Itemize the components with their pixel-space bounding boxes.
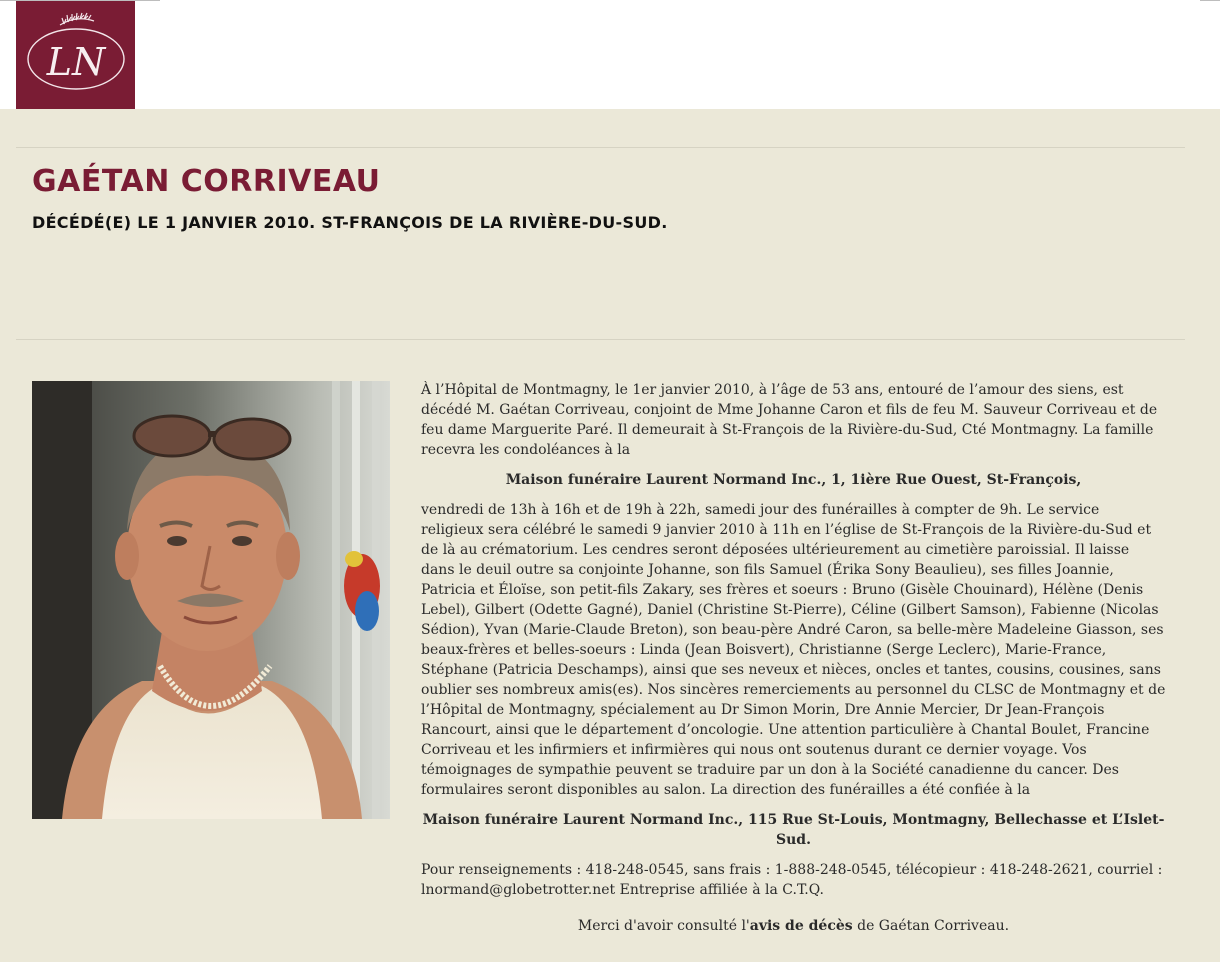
header-bottom-divider	[16, 339, 1185, 340]
obituary-text	[421, 380, 1166, 946]
funeral-home-address-1: Maison funéraire Laurent Normand Inc., 1, 1ière Rue Ouest, St-François,	[505, 472, 1082, 488]
contact-info: Pour renseignements : 418-248-0545, sans frais : 1-888-248-0545, télécopieur : 418-248-2621, courriel : lnormand@globetrotter.net Entreprise affiliée à la C.T.Q.	[421, 862, 1163, 898]
obituary-paragraph-1: À l’Hôpital de Montmagny, le 1er janvier 2010, à l’âge de 53 ans, entouré de l’amour des siens, est décédé M. Gaétan Corriveau, conjoint de Mme Johanne Caron et fils de feu M. Sauveur Corriveau et de feu dame Marguerite Paré. Il demeurait à St-François de la Rivière-du-Sud, Cté Montmagny. La famille recevra les condoléances à la	[421, 382, 1158, 458]
obituary-paragraph-2: vendredi de 13h à 16h et de 19h à 22h, samedi jour des funérailles à compter de 9h. Le service religieux sera célébré le samedi 9 janvier 2010 à 11h en l’église de St-François de la Rivière-du-Sud et de là au crématorium. Les cendres seront déposées ultérieurement au cimetière paroissial. Il laisse dans le deuil outre sa conjointe Johanne, son fils Samuel (Érika Sony Beaulieu), ses filles Joannie, Patricia et Éloïse, son petit-fils Zakary, ses frères et soeurs : Bruno (Gisèle Chouinard), Hélène (Denis Lebel), Gilbert (Odette Gagné), Daniel (Christine St-Pierre), Céline (Gilbert Samson), Fabienne (Nicolas Sédion), Yvan (Marie-Claude Breton), son beau-père André Caron, sa belle-mère Madeleine Giasson, ses beaux-frères et belles-soeurs : Linda (Jean Boisvert), Christianne (Serge Leclerc), Marie-France, Stéphane (Patricia Deschamps), ainsi que ses neveux et nièces, oncles et tantes, cousins, cousines, sans oublier ses nombreux amis(es). Nos sincères remerciements au personnel du CLSC de Montmagny et de l’Hôpital de Montmagny, spécialement au Dr Simon Morin, Dre Annie Mercier, Dr Jean-François Rancourt, ainsi que le département d’oncologie. Une attention particulière à Chantal Boulet, Francine Corriveau et les infirmiers et infirmières qui nous ont soutenus durant ce dernier voyage. Vos témoignages de sympathie peuvent se traduire par un don à la Société canadienne du cancer. Des formulaires seront disponibles au salon. La direction des funérailles a été confiée à la	[421, 502, 1166, 798]
thanks-prefix: Merci d'avoir consulté l'	[577, 918, 750, 934]
header-top-divider	[16, 147, 1185, 148]
funeral-home-address-2: Maison funéraire Laurent Normand Inc., 115 Rue St-Louis, Montmagny, Bellechasse et L’Islet-Sud.	[422, 812, 1165, 848]
top-divider-right	[1200, 0, 1220, 1]
svg-text:LN: LN	[46, 40, 106, 84]
portrait-photo-icon	[32, 381, 390, 819]
top-bar	[0, 0, 1220, 109]
death-date-location: DÉCÉDÉ(E) LE 1 JANVIER 2010. ST-FRANÇOIS DE LA RIVIÈRE-DU-SUD.	[32, 213, 668, 232]
thanks-emphasis: avis de décès	[749, 918, 853, 934]
deceased-name: GAÉTAN CORRIVEAU	[32, 164, 381, 199]
thanks-suffix: de Gaétan Corriveau.	[852, 918, 1010, 934]
deceased-photo	[32, 381, 390, 819]
thanks-message	[421, 916, 1166, 936]
home-logo[interactable]	[16, 1, 135, 109]
ln-monogram-icon	[16, 1, 135, 109]
